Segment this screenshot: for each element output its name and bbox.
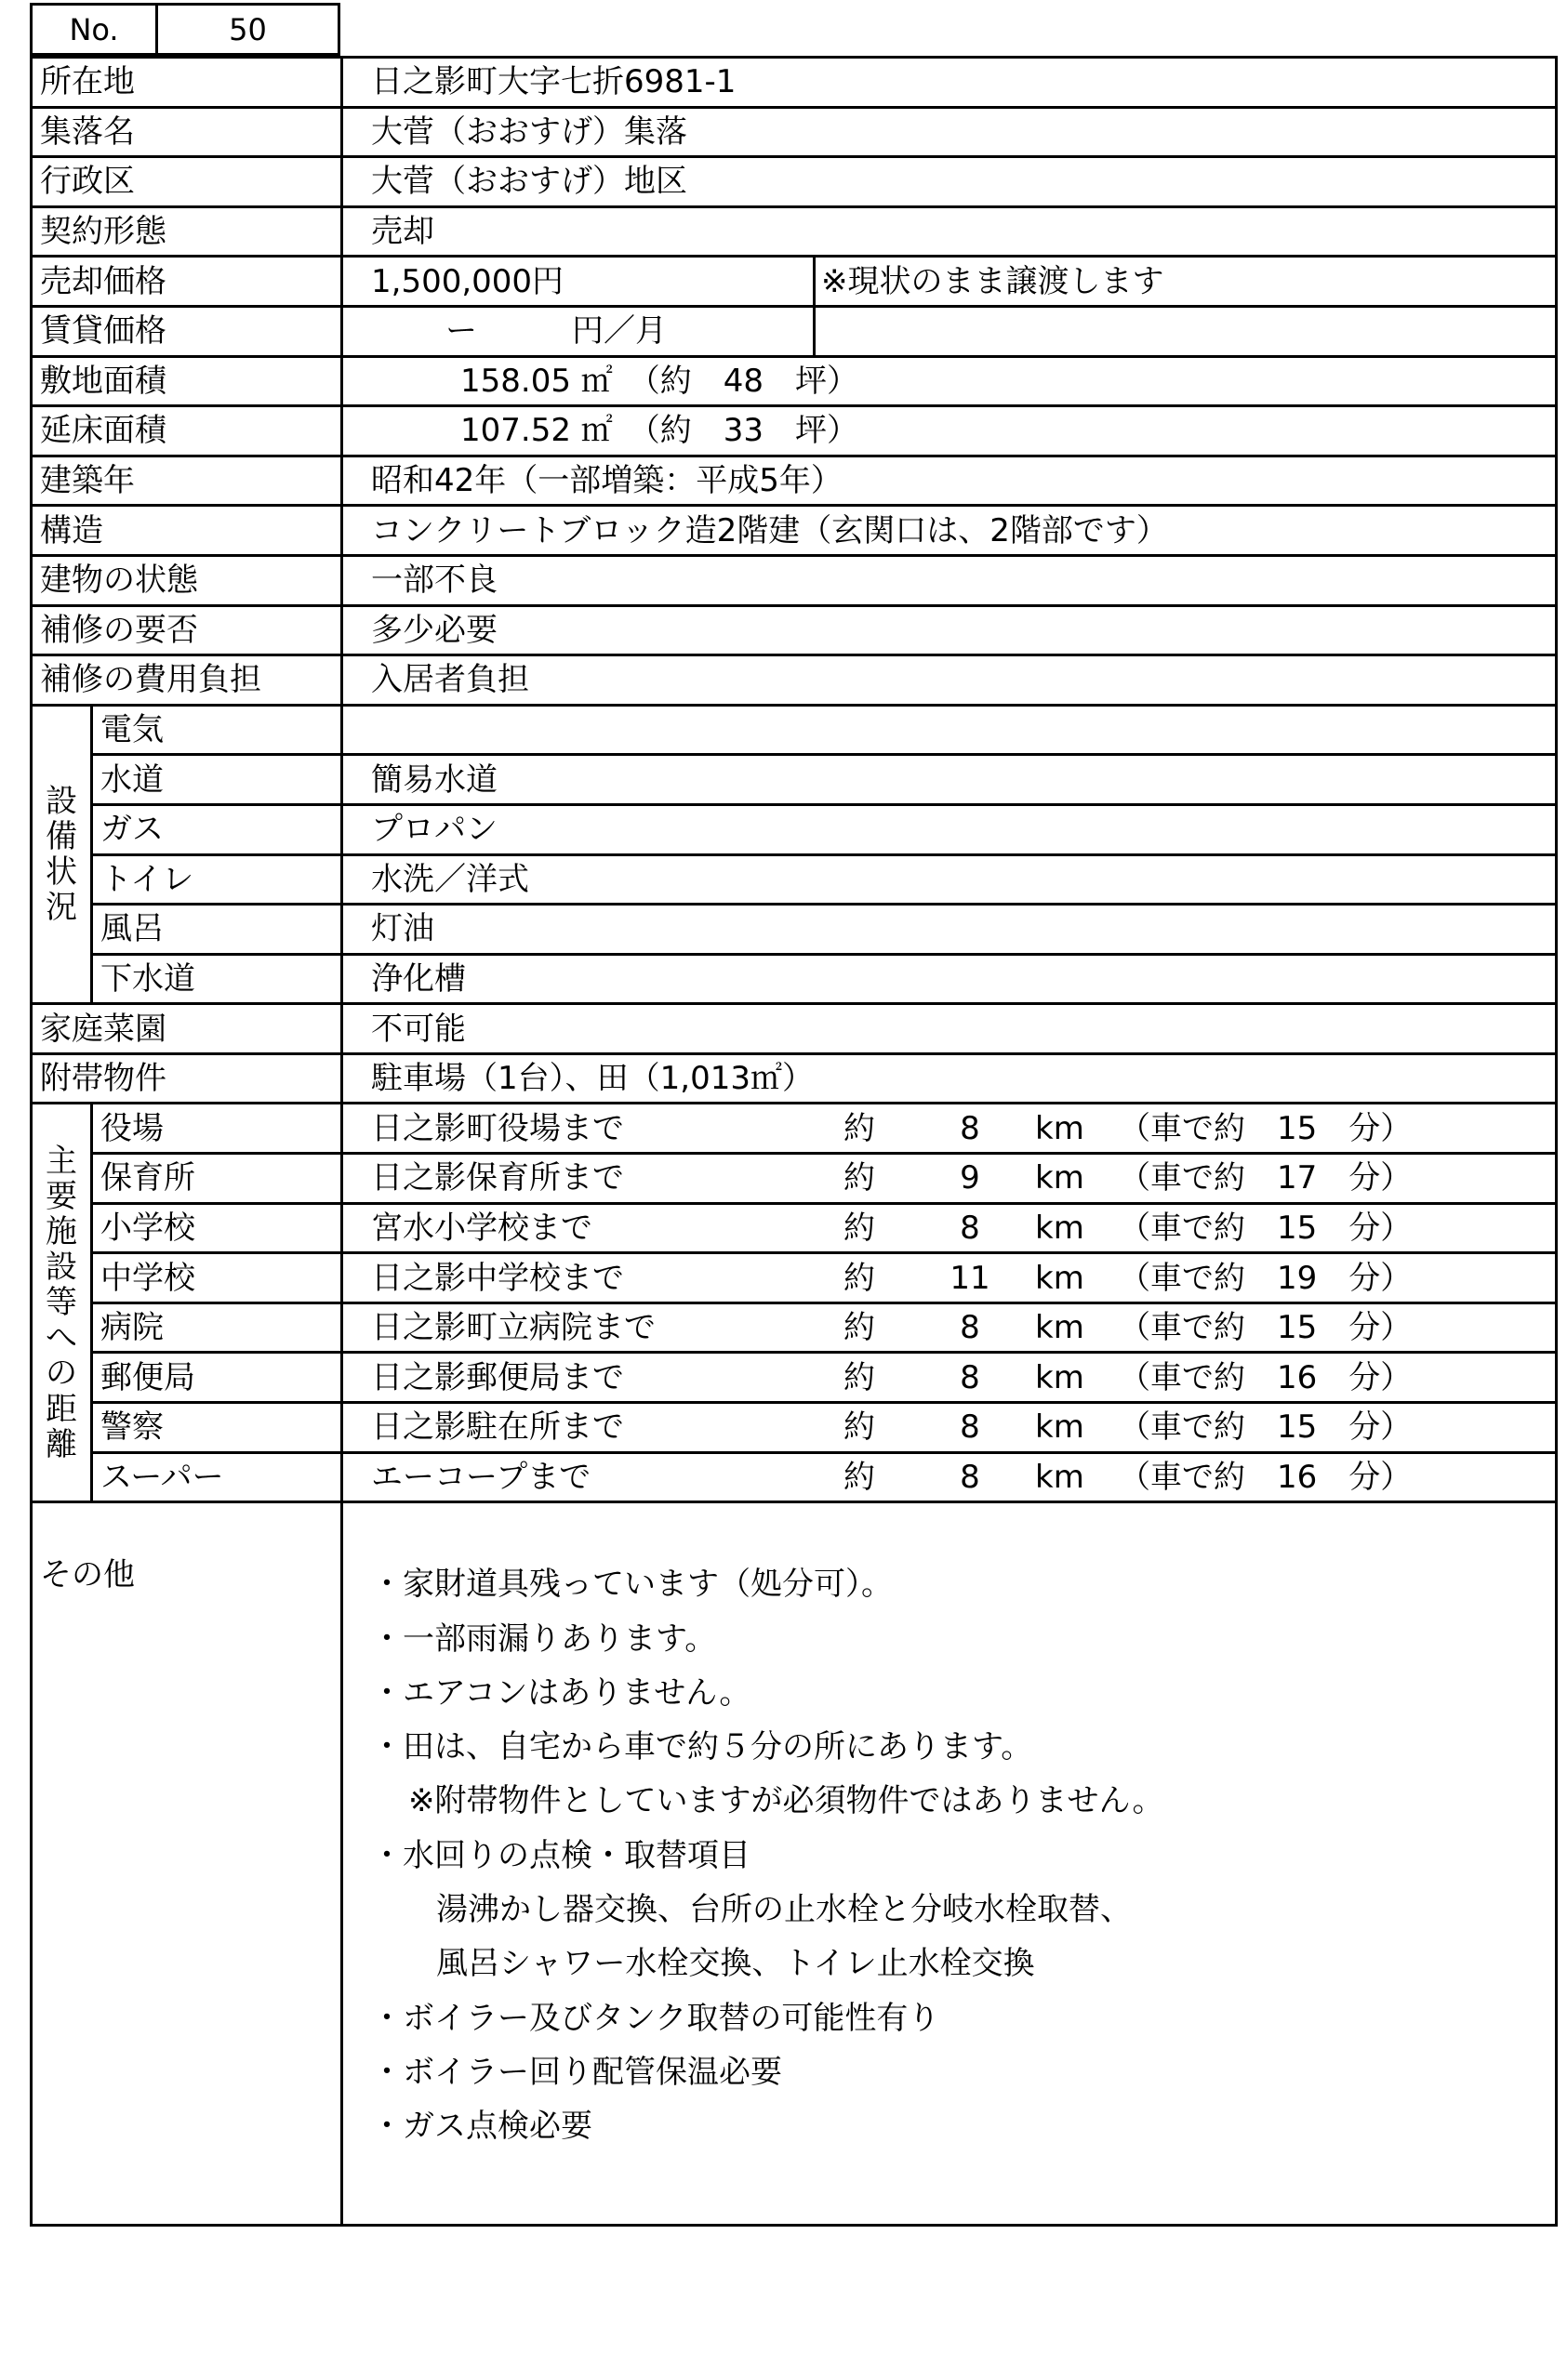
row-village (32, 107, 1557, 157)
row-value: 昭和42年（一部増築：平成5年） (342, 456, 1557, 506)
other-label: その他 (32, 1502, 342, 2226)
distance-value (342, 1253, 1557, 1303)
row-contract (32, 206, 1557, 257)
row-value: 駐車場（1台）、田（1,013㎡） (342, 1053, 1557, 1104)
note-line: ・ボイラー及びタンク取替の可能性有り (371, 1999, 940, 2037)
destination: 日之影町立病院まで (371, 1309, 656, 1347)
km-value: 11 (949, 1259, 990, 1297)
row-sale-price (32, 257, 1557, 307)
km-unit: km (1035, 1309, 1084, 1347)
facility-label: ガス (92, 804, 342, 854)
row-value: 入居者負担 (342, 655, 1557, 706)
row-label: 所在地 (32, 58, 342, 108)
km-value: 8 (960, 1408, 980, 1447)
facility-value: 水洗／洋式 (342, 854, 1557, 905)
facility-value: 簡易水道 (342, 755, 1557, 805)
destination: 宮水小学校まで (371, 1209, 592, 1247)
row-value: 107.52 ㎡ （約 33 坪） (342, 406, 1557, 456)
row-other (32, 1502, 1557, 2226)
row-value: 不可能 (342, 1004, 1557, 1054)
row-value: 一部不良 (342, 555, 1557, 605)
approx: 約 (843, 1309, 875, 1347)
note-line: ・田は、自宅から車で約５分の所にあります。 (371, 1728, 1033, 1766)
row-condition (32, 555, 1557, 605)
km-value: 8 (960, 1109, 980, 1147)
number-value: 50 (229, 11, 267, 47)
row-garden (32, 1004, 1557, 1054)
row-value: 日之影町大字七折6981-1 (342, 58, 1557, 108)
note-line: 風呂シャワー水栓交換、トイレ止水栓交換 (436, 1945, 1035, 1983)
row-label: 構造 (32, 506, 342, 556)
row-label: 延床面積 (32, 406, 342, 456)
facility-name: 中学校 (92, 1253, 342, 1303)
approx: 約 (843, 1209, 875, 1247)
destination: 日之影中学校まで (371, 1259, 624, 1297)
km-value: 8 (960, 1309, 980, 1347)
distance-row (32, 1353, 1557, 1403)
km-value: 8 (960, 1358, 980, 1396)
destination: エーコープまで (371, 1458, 591, 1496)
facility-row (32, 905, 1557, 955)
facility-value: 灯油 (342, 905, 1557, 955)
row-label: 契約形態 (32, 206, 342, 257)
row-label: 敷地面積 (32, 356, 342, 406)
distance-row (32, 1452, 1557, 1502)
facility-name: 病院 (92, 1302, 342, 1353)
drive-time: （車で約 19 分） (1119, 1259, 1413, 1297)
km-unit: km (1035, 1159, 1084, 1197)
row-rent-price (32, 306, 1557, 356)
row-repair-need (32, 605, 1557, 655)
km-value: 8 (960, 1209, 980, 1247)
note-line: ・水回りの点検・取替項目 (371, 1836, 750, 1874)
facility-name: 保育所 (92, 1154, 342, 1204)
rent-note-empty (815, 306, 1557, 356)
distance-row (32, 1154, 1557, 1204)
note-line: ・家財道具残っています（処分可）。 (371, 1566, 893, 1604)
km-unit: km (1035, 1109, 1084, 1147)
row-label: 補修の要否 (32, 605, 342, 655)
row-value: 大菅（おおすげ）集落 (342, 107, 1557, 157)
vertical-char: 要 (46, 1178, 77, 1216)
row-value: コンクリートブロック造2階建（玄関口は、2階部です） (342, 506, 1557, 556)
row-value: 1,500,000円 (342, 257, 815, 307)
other-notes (342, 1502, 1557, 2226)
distances-group-label (32, 1104, 92, 1502)
sale-note: ※現状のまま譲渡します (815, 257, 1557, 307)
facility-label: 水道 (92, 755, 342, 805)
row-label: 賃貸価格 (32, 306, 342, 356)
note-line: ・エアコンはありません。 (371, 1673, 751, 1712)
distance-value (342, 1353, 1557, 1403)
facility-value: 浄化槽 (342, 954, 1557, 1004)
distance-value (342, 1154, 1557, 1204)
row-label: 建物の状態 (32, 555, 342, 605)
drive-time: （車で約 15 分） (1119, 1209, 1413, 1247)
distance-value (342, 1452, 1557, 1502)
facility-value (342, 705, 1557, 755)
row-label: 売却価格 (32, 257, 342, 307)
distance-row (32, 1203, 1557, 1253)
distance-value (342, 1302, 1557, 1353)
vertical-char: の (46, 1355, 77, 1393)
destination: 日之影町役場まで (371, 1109, 624, 1147)
approx: 約 (843, 1408, 875, 1447)
facilities-group-label (32, 705, 92, 1004)
row-repair-cost (32, 655, 1557, 706)
km-unit: km (1035, 1259, 1084, 1297)
vertical-char: 況 (46, 889, 77, 927)
km-unit: km (1035, 1209, 1084, 1247)
vertical-char: 備 (46, 817, 77, 855)
distance-row (32, 1104, 1557, 1154)
km-value: 9 (960, 1159, 980, 1197)
property-table (30, 56, 1558, 2227)
vertical-char: 施 (46, 1213, 77, 1251)
km-unit: km (1035, 1458, 1084, 1496)
note-line: ・ボイラー回り配管保温必要 (371, 2053, 782, 2091)
destination: 日之影保育所まで (371, 1159, 624, 1197)
row-structure (32, 506, 1557, 556)
drive-time: （車で約 15 分） (1119, 1408, 1413, 1447)
approx: 約 (843, 1109, 875, 1147)
row-district (32, 157, 1557, 207)
km-unit: km (1035, 1408, 1084, 1447)
number-box (30, 3, 340, 56)
facility-label: 下水道 (92, 954, 342, 1004)
vertical-char: 設 (46, 782, 77, 820)
row-built-year (32, 456, 1557, 506)
distance-value (342, 1203, 1557, 1253)
row-attached (32, 1053, 1557, 1104)
facility-name: スーパー (92, 1452, 342, 1502)
facility-value: プロパン (342, 804, 1557, 854)
distance-value (342, 1403, 1557, 1453)
destination: 日之影郵便局まで (371, 1358, 624, 1396)
row-label: 附帯物件 (32, 1053, 342, 1104)
drive-time: （車で約 16 分） (1119, 1358, 1413, 1396)
facility-row (32, 954, 1557, 1004)
approx: 約 (843, 1458, 875, 1496)
km-unit: km (1035, 1358, 1084, 1396)
vertical-char: 状 (46, 853, 77, 891)
km-value: 8 (960, 1458, 980, 1496)
facility-row (32, 755, 1557, 805)
facility-row (32, 804, 1557, 854)
facility-row (32, 705, 1557, 755)
distance-row (32, 1253, 1557, 1303)
row-label: 補修の費用負担 (32, 655, 342, 706)
facility-row (32, 854, 1557, 905)
approx: 約 (843, 1159, 875, 1197)
facility-name: 小学校 (92, 1203, 342, 1253)
number-label: No. (33, 6, 158, 53)
facility-name: 警察 (92, 1403, 342, 1453)
note-line: ・ガス点検必要 (371, 2108, 592, 2146)
drive-time: （車で約 16 分） (1119, 1458, 1413, 1496)
facility-name: 役場 (92, 1104, 342, 1154)
row-label: 行政区 (32, 157, 342, 207)
row-value: ー 円／月 (342, 306, 815, 356)
note-line: ※附帯物件としていますが必須物件ではありません。 (408, 1782, 1164, 1820)
note-line: ・一部雨漏りあります。 (371, 1620, 717, 1658)
vertical-char: 離 (46, 1425, 77, 1463)
row-value: 売却 (342, 206, 1557, 257)
row-value: 大菅（おおすげ）地区 (342, 157, 1557, 207)
drive-time: （車で約 17 分） (1119, 1159, 1413, 1197)
vertical-char: 距 (46, 1390, 77, 1428)
drive-time: （車で約 15 分） (1119, 1109, 1413, 1147)
facility-label: 電気 (92, 705, 342, 755)
row-land-area (32, 356, 1557, 406)
facility-label: 風呂 (92, 905, 342, 955)
row-label: 家庭菜園 (32, 1004, 342, 1054)
row-label: 建築年 (32, 456, 342, 506)
facility-name: 郵便局 (92, 1353, 342, 1403)
row-location (32, 58, 1557, 108)
note-line: 湯沸かし器交換、台所の止水栓と分岐水栓取替、 (436, 1891, 1132, 1928)
row-floor-area (32, 406, 1557, 456)
facility-label: トイレ (92, 854, 342, 905)
vertical-char: 等 (46, 1284, 77, 1322)
drive-time: （車で約 15 分） (1119, 1309, 1413, 1347)
approx: 約 (843, 1259, 875, 1297)
row-label: 集落名 (32, 107, 342, 157)
vertical-char: へ (46, 1319, 77, 1357)
vertical-char: 設 (46, 1249, 77, 1287)
distance-row (32, 1302, 1557, 1353)
vertical-char: 主 (46, 1142, 77, 1180)
approx: 約 (843, 1358, 875, 1396)
destination: 日之影駐在所まで (371, 1408, 624, 1447)
distance-row (32, 1403, 1557, 1453)
row-value: 158.05 ㎡ （約 48 坪） (342, 356, 1557, 406)
distance-value (342, 1104, 1557, 1154)
row-value: 多少必要 (342, 605, 1557, 655)
